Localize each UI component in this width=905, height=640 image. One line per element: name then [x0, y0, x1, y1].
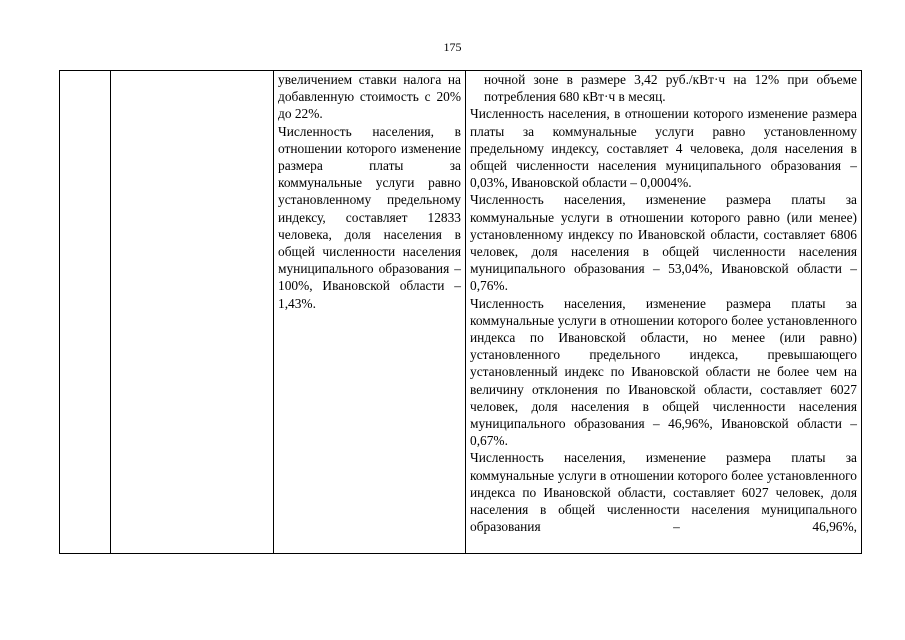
table-cell-col4: [466, 71, 862, 554]
col4-paragraph-4: Численность населения, изменение размера платы за коммунальные услуги в отношении которого более установленного индекса по Ивановской области, но менее (или равно) установленного предельного индекса, превышающего установленный индекс по Ивановской области не более чем на величину отклонения по Ивановской области, составляет 6027 человек, доля населения в общей численности населения муниципального образования – 46,96%, Ивановской области – 0,67%.: [470, 295, 857, 449]
col4-paragraph-5: Численность населения, изменение размера платы за коммунальные услуги в отношении которого более установленного индекса по Ивановской области, составляет 6027 человек, доля населения в общей численности населения муниципального образования – 46,96%,: [470, 450, 857, 535]
page-number: 175: [443, 40, 462, 54]
table-cell-col1: [60, 71, 111, 554]
table-cell-col3: [274, 71, 466, 554]
table-cell-col2: [111, 71, 274, 554]
col4-paragraph-2: Численность населения, в отношении которого изменение размера платы за коммунальные услуги равно установленному предельному индексу, составляет 4 человека, доля населения в общей численности населения муниципального образования – 0,03%, Ивановской области – 0,0004%.: [470, 106, 857, 191]
col3-paragraph-2: Численность населения, в отношении которого изменение размера платы за коммунальные услуги равно установленному предельному индексу, составляет 12833 человека, доля населения в общей численности населения муниципального образования – 100%, Ивановской области – 1,43%.: [278, 123, 461, 311]
col4-paragraph-3: Численность населения, изменение размера платы за коммунальные услуги в отношении которого равно (или менее) установленному индексу по Ивановской области, составляет 6806 человек, доля населения в общей численности населения муниципального образования – 53,04%, Ивановской области – 0,76%.: [470, 192, 857, 294]
document-table: [59, 70, 862, 554]
col3-paragraph-1: увеличением ставки налога на добавленную стоимость с 20% до 22%.: [278, 72, 461, 122]
col4-paragraph-1: ночной зоне в размере 3,42 руб./кВт·ч на 12% при объеме потребления 680 кВт·ч в месяц.: [484, 72, 857, 105]
table-row: [60, 71, 862, 554]
